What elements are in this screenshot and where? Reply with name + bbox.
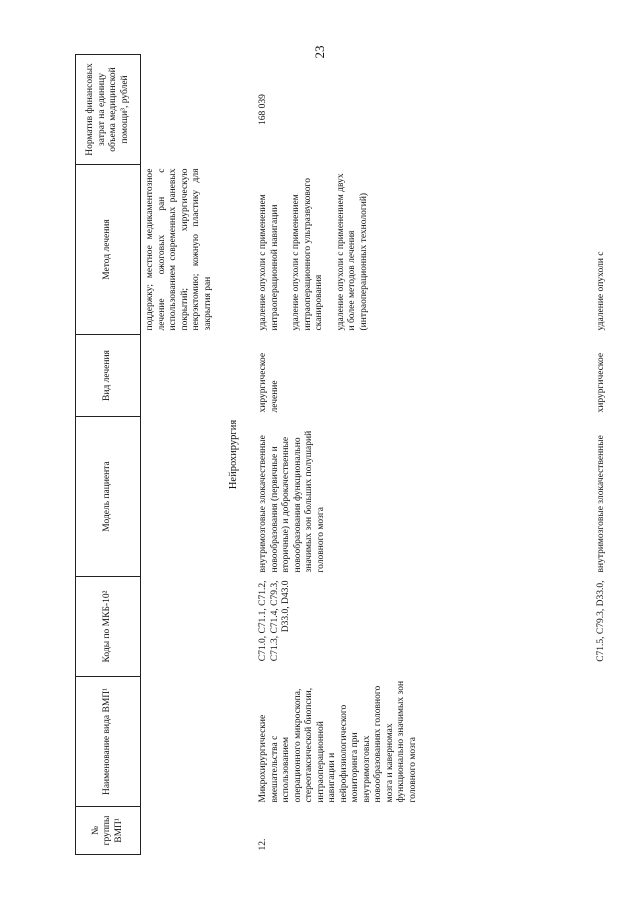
continuation-method: поддержку; местное медикаментозное лечение ожоговых ран с использованием современных раневых покрытий; хирургическую некрэктомию; кожную пластику для закрытия ран bbox=[145, 168, 213, 331]
group-number: 12. bbox=[258, 838, 268, 851]
section-title: Нейрохирургия bbox=[228, 419, 240, 490]
header-patient-model: Модель пациента bbox=[76, 417, 141, 577]
header-icd-codes: Коды по МКБ-10² bbox=[76, 577, 141, 677]
icd-codes: C71.0, C71.1, C71.2, C71.3, C71.4, C79.3, D33.0, D43.0 bbox=[258, 580, 291, 662]
section-row bbox=[216, 55, 252, 855]
patient-model: внутримозговые злокачественные новообразования (первичные и вторичные) и доброкачественные новообразования функционально значимых зон больших полушарий головного мозга bbox=[258, 430, 326, 573]
header-cost-norm: Норматив финансовых затрат на единицу объема медицинской помощи³, рублей bbox=[76, 55, 141, 165]
treatment-methods bbox=[252, 165, 590, 335]
rotated-table-page bbox=[75, 55, 640, 855]
header-treatment-type: Вид лечения bbox=[76, 335, 141, 417]
continuation-row bbox=[141, 55, 217, 855]
treatment-type: хирургическое лечение bbox=[258, 352, 280, 413]
vmp-name: Микрохирургические вмешательства с использованием операционного микроскопа, стереотаксической биопсии, интраоперационной навигации и нейрофизиологического мониторинга при внутримозговых новообразованиях головного мозга и каверномах функционально значимых зон головного мозга bbox=[258, 680, 418, 803]
cost-norm: 168 039 bbox=[258, 94, 268, 125]
vmp-table bbox=[75, 54, 628, 855]
page-number: 23 bbox=[312, 45, 327, 59]
treatment-method-item: удаление опухоли с применением интраоперационной навигации bbox=[258, 194, 280, 331]
patient-model: внутримозговые злокачественные bbox=[596, 435, 606, 573]
header-treatment-method: Метод лечения bbox=[76, 165, 141, 335]
treatment-type: хирургическое bbox=[596, 352, 606, 413]
table-row bbox=[590, 55, 628, 855]
icd-codes: C71.5, C79.3, D33.0, bbox=[596, 580, 606, 662]
treatment-method-item: удаление опухоли с применением двух и более методов лечения (интраоперационных технологий) bbox=[335, 173, 369, 331]
header-vmp-name: Наименование вида ВМП¹ bbox=[76, 677, 141, 807]
treatment-method: удаление опухоли с bbox=[596, 251, 606, 331]
treatment-method-item: удаление опухоли с применением интраоперационного ультразвукового сканирования bbox=[291, 178, 324, 331]
header-group-number: № группы ВМП¹ bbox=[76, 807, 141, 855]
table-header-row bbox=[76, 55, 141, 855]
table-row bbox=[252, 55, 590, 855]
